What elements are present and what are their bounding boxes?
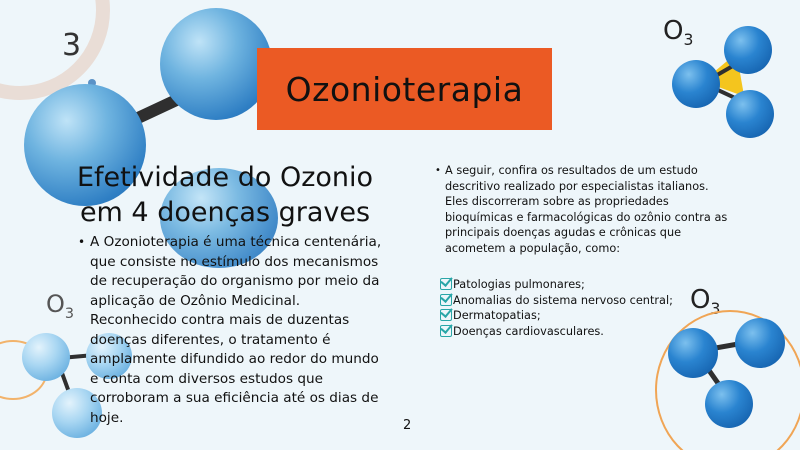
checkbox-checked-icon	[440, 278, 452, 290]
bullet-icon: •	[435, 165, 441, 176]
molecule-atom	[672, 60, 720, 108]
checkbox-checked-icon	[440, 294, 452, 306]
checkbox-checked-icon	[440, 325, 452, 337]
checkbox-checked-icon	[440, 309, 452, 321]
heading-line-1: Efetividade do Ozonio	[76, 162, 374, 193]
section-heading	[60, 160, 390, 230]
molecule-atom	[22, 333, 70, 381]
list-item: Dermatopatias;	[440, 308, 740, 324]
molecule-atom	[724, 26, 772, 74]
left-paragraph-block	[78, 233, 390, 428]
o3-formula-bottom-left: $O_3$	[46, 290, 75, 322]
slide-title: Ozonioterapia	[285, 69, 524, 109]
molecule-atom	[726, 90, 774, 138]
disease-list	[440, 277, 740, 339]
heading-line-2: em 4 doenças graves	[79, 197, 371, 228]
molecule-atom-large-top	[160, 8, 272, 120]
molecule-atom	[735, 318, 785, 368]
left-paragraph: A Ozonioterapia é uma técnica centenária, que consiste no estímulo dos mecanismos de recuperação do organismo por meio da aplicação de Ozônio Medicinal. Reconhecido contra mais de duzentas doenças diferentes, o tratamento é amplamente difundido ao redor do mundo e conta com diversos estudos que corroboram a sua eficiência até os dias de hoje.	[90, 234, 382, 426]
title-banner	[257, 48, 552, 130]
page-number: 2	[403, 418, 412, 433]
bullet-icon: •	[78, 235, 86, 249]
list-item: Doenças cardiovasculares.	[440, 324, 740, 340]
right-paragraph: A seguir, confira os resultados de um estudo descritivo realizado por especialistas italianos. Eles discorreram sobre as propriedades bioquímicas e farmacológicas do ozônio contra as principais doenças agudas e crônicas que acometem a população, como:	[445, 164, 728, 255]
molecule-atom	[705, 380, 753, 428]
list-item: Patologias pulmonares;	[440, 277, 740, 293]
o3-formula-bottom-right: $O_3$	[690, 285, 721, 319]
o3-formula-top-right: $O_3$	[663, 16, 694, 50]
list-item: Anomalias do sistema nervoso central;	[440, 293, 740, 309]
right-paragraph-block	[435, 163, 735, 257]
o3-fragment-top-left: 3	[62, 28, 82, 63]
